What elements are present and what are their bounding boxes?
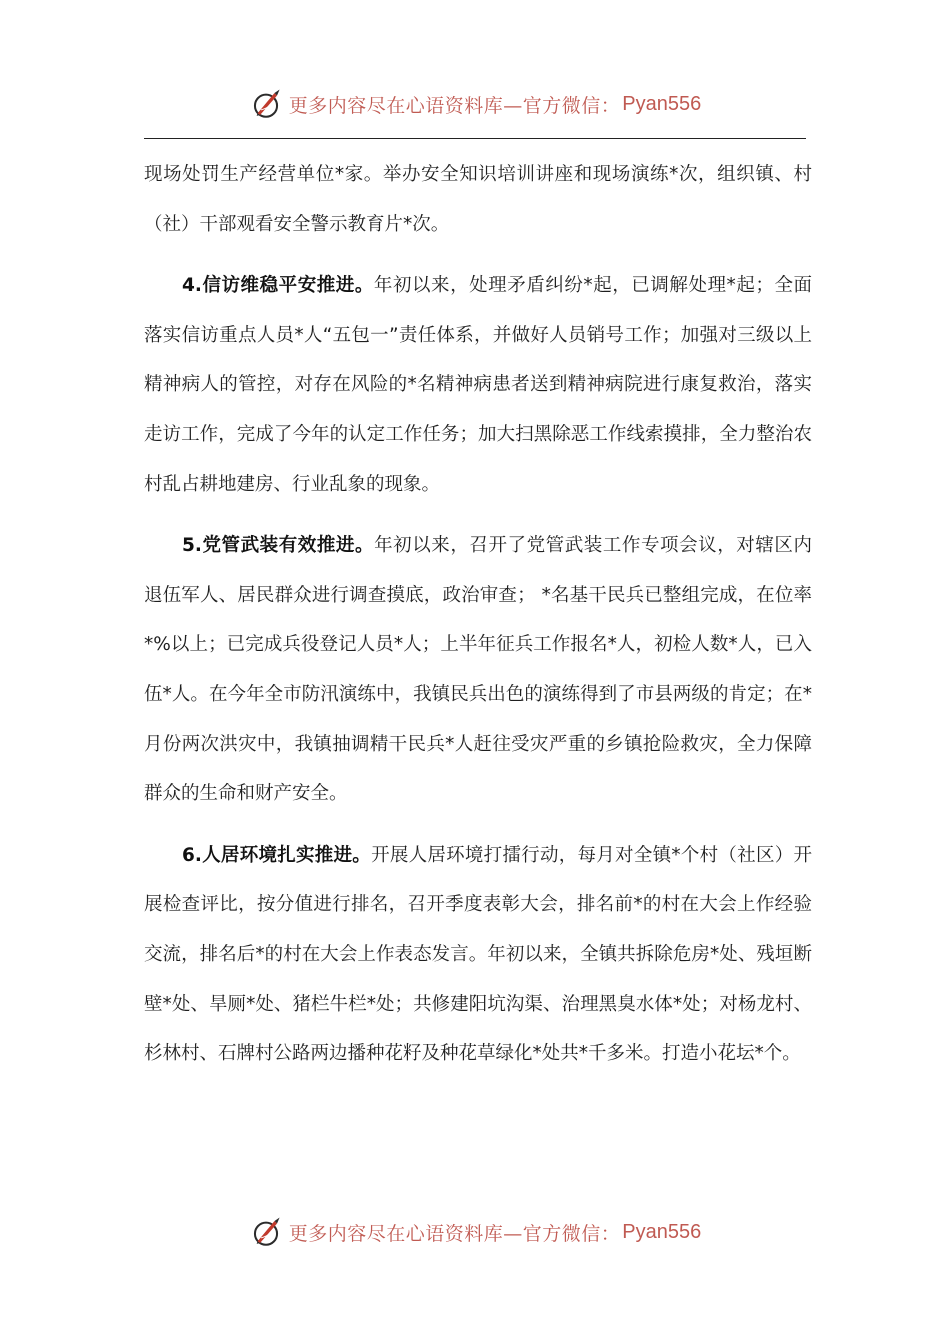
- paragraph-petition-stability: [144, 261, 812, 509]
- paragraph-body: 年初以来，召开了党管武装工作专项会议，对辖区内退伍军人、居民群众进行调查摸底，政治审查； *名基干民兵已整组完成，在位率*%以上；已完成兵役登记人员*人；上半年征兵工作报名*人，初检人数*人，已入伍*人。在今年全市防汛演练中，我镇民兵出色的演练得到了市县两级的肯定；在*月份两次洪灾中，我镇抽调精干民兵*人赶往受灾严重的乡镇抢险救灾，全力保障群众的生命和财产安全。: [144, 535, 812, 805]
- paragraph-heading: 4.信访维稳平安推进。: [182, 275, 374, 297]
- quill-pen-logo-icon: [249, 1215, 283, 1249]
- wechat-id: Pyan556: [622, 92, 702, 115]
- paragraph-armed-forces: [144, 521, 812, 819]
- paragraph-body: 开展人居环境打擂行动，每月对全镇*个村（社区）开展检查评比，按分值进行排名，召开季度表彰大会，排名前*的村在大会上作经验交流，排名后*的村在大会上作表态发言。年初以来，全镇共拆除危房*处、残垣断壁*处、旱厕*处、猪栏牛栏*处；共修建阳坑沟渠、治理黑臭水体*处；对杨龙村、杉林村、石牌村公路两边播种花籽及种花草绿化*处共*千多米。打造小花坛*个。: [144, 844, 812, 1065]
- paragraph-living-environment: [144, 831, 812, 1079]
- quill-pen-logo-icon: [249, 87, 283, 121]
- header-divider: [144, 138, 806, 139]
- paragraph-body: 年初以来，处理矛盾纠纷*起，已调解处理*起；全面落实信访重点人员*人“五包一”责任体系，并做好人员销号工作；加强对三级以上精神病人的管控，对存在风险的*名精神病患者送到精神病院进行康复救治，落实走访工作，完成了今年的认定工作任务；加大扫黑除恶工作线索摸排，全力整治农村乱占耕地建房、行业乱象的现象。: [144, 275, 812, 495]
- banner-text: 更多内容尽在心语资料库—官方微信：: [288, 94, 621, 117]
- paragraph-continuation: [144, 150, 812, 249]
- paragraph-body: 现场处罚生产经营单位*家。举办安全知识培训讲座和现场演练*次，组织镇、村（社）干部观看安全警示教育片*次。: [144, 164, 812, 235]
- paragraph-heading: 5.党管武装有效推进。: [182, 535, 375, 557]
- footer-banner: [0, 1212, 950, 1252]
- wechat-id: Pyan556: [622, 1220, 702, 1243]
- banner-text: 更多内容尽在心语资料库—官方微信：: [288, 1222, 621, 1245]
- header-banner: [0, 84, 950, 124]
- document-body: [144, 150, 812, 1079]
- paragraph-heading: 6.人居环境扎实推进。: [182, 844, 372, 866]
